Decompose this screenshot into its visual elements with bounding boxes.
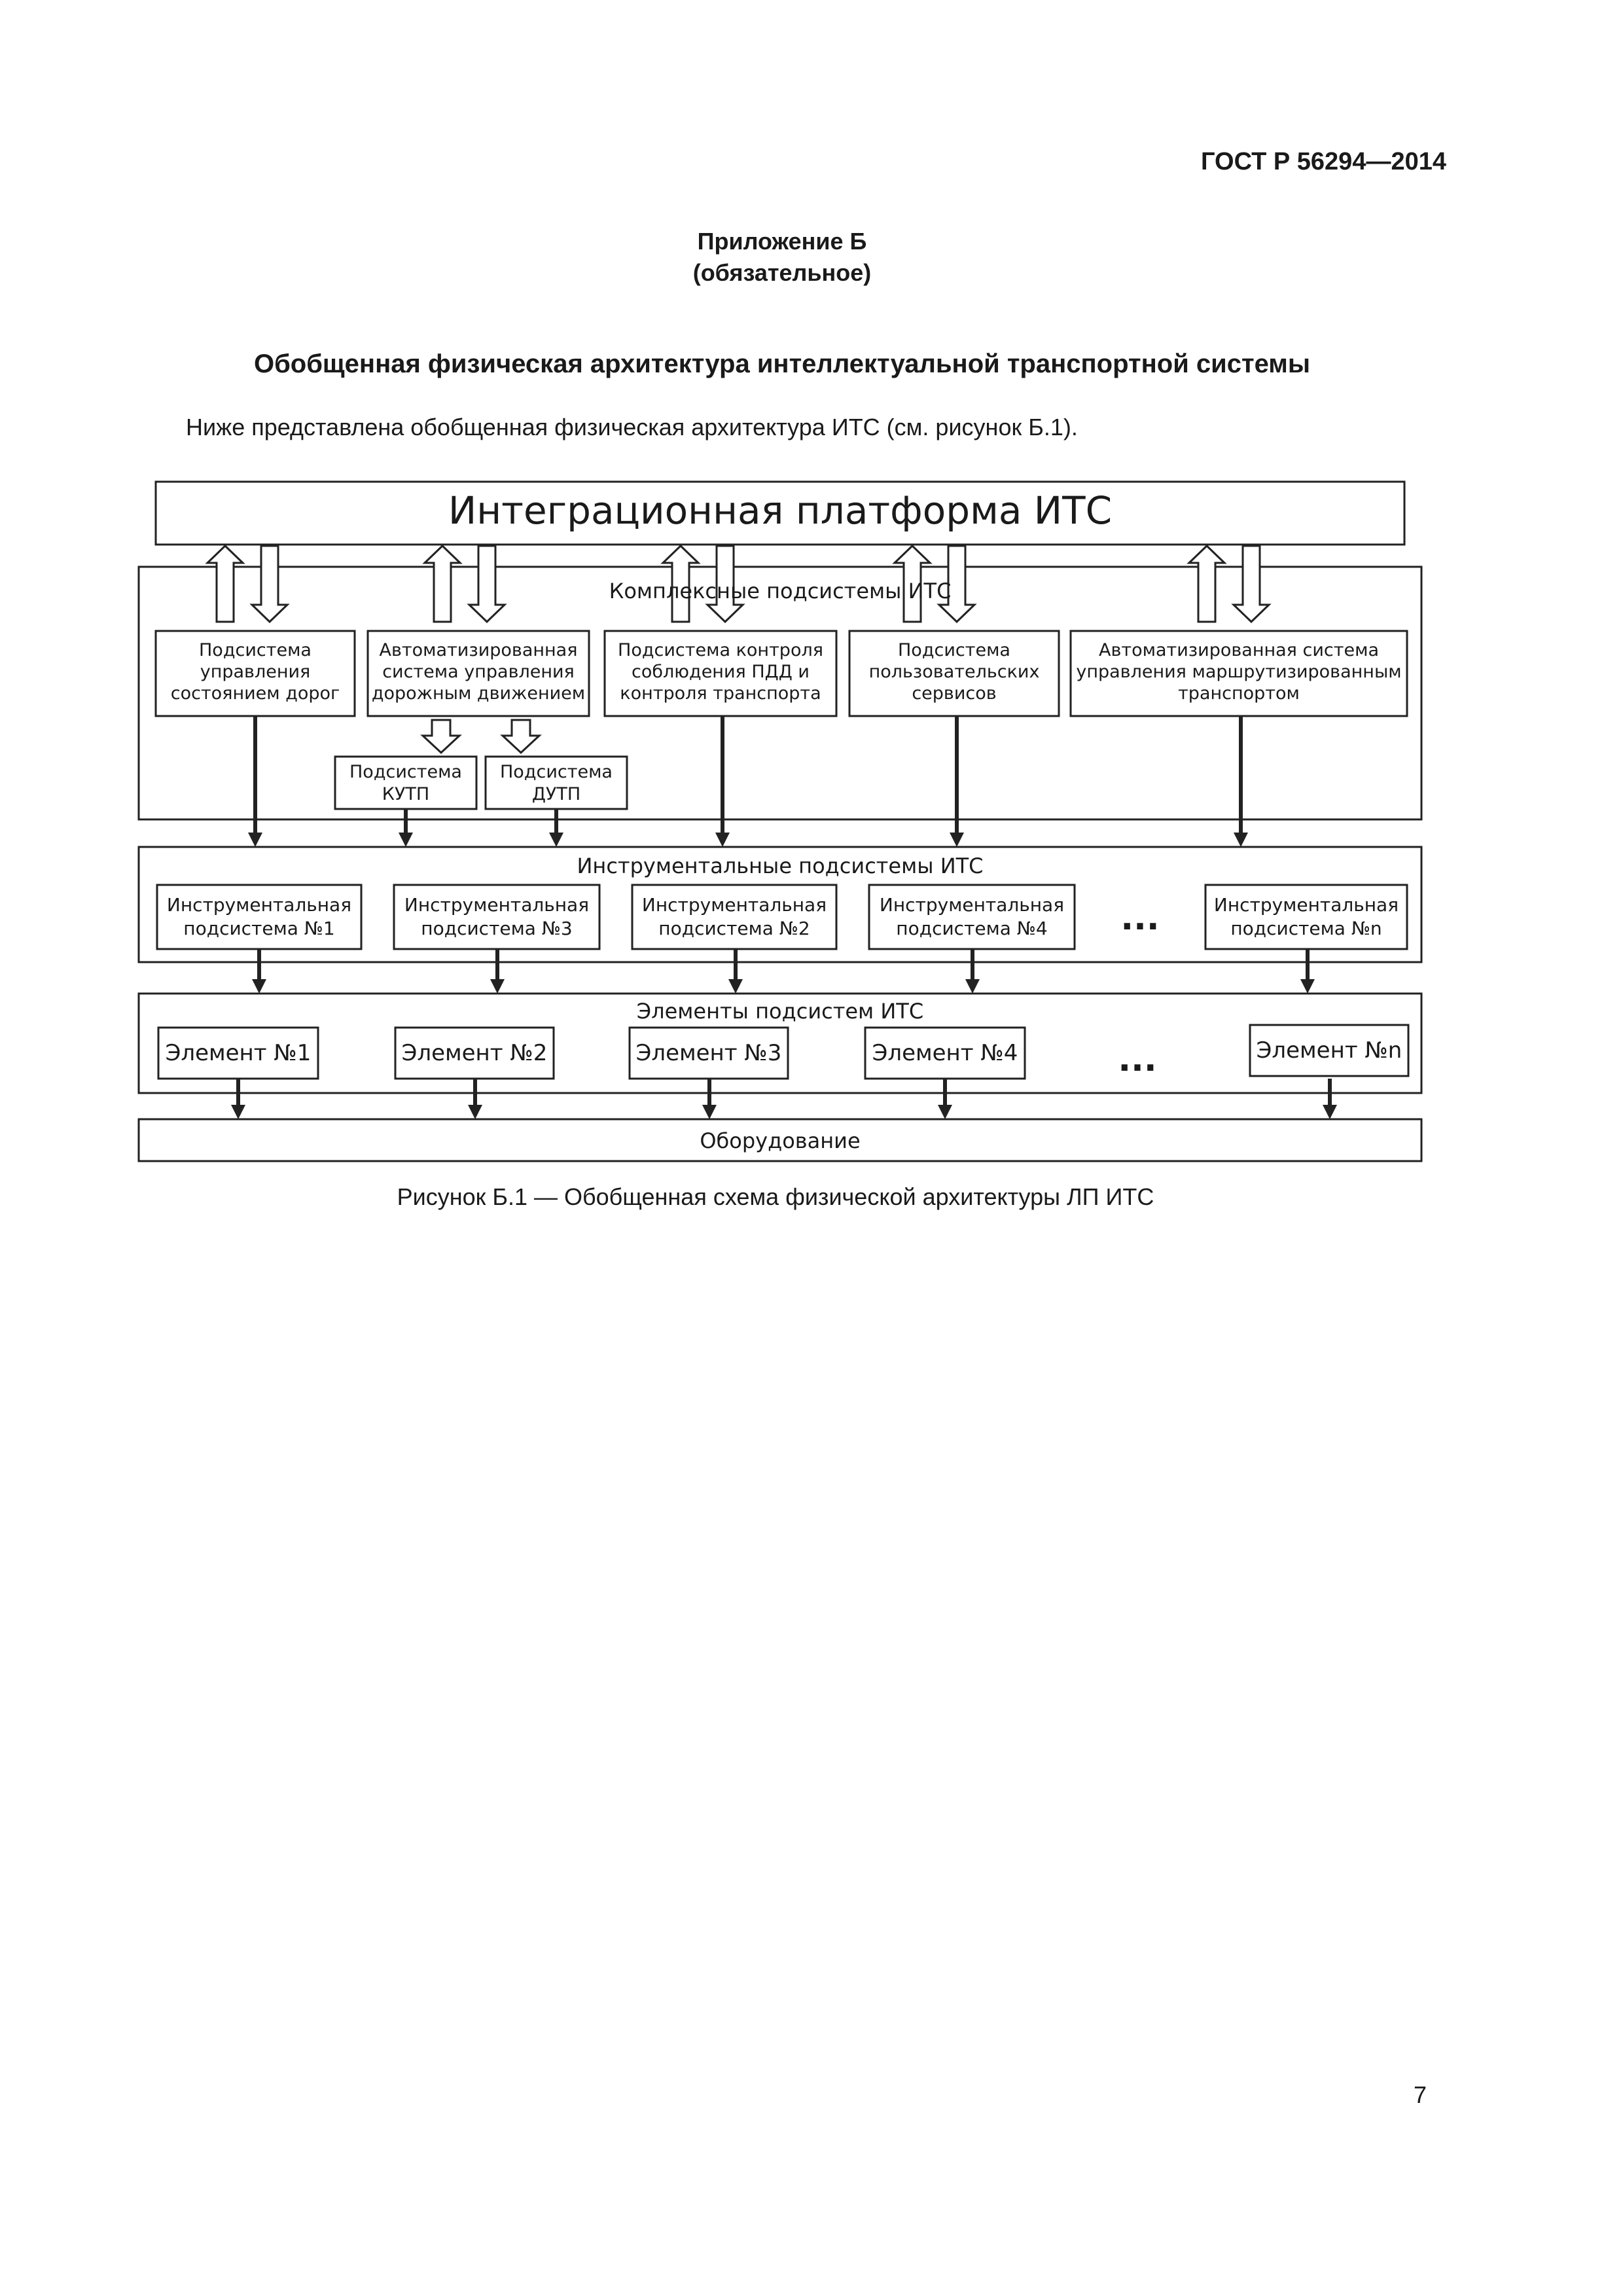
intro-paragraph: Ниже представлена обобщенная физическая архитектура ИТС (см. рисунок Б.1). [186, 414, 1078, 440]
arrow-head [549, 833, 563, 847]
annex-title: Приложение Б [697, 228, 867, 255]
svg-text:Подсистема контроля: Подсистема контроля [618, 640, 823, 660]
arrow-head [1300, 979, 1315, 994]
elements-title: Элементы подсистем ИТС [636, 999, 924, 1024]
svg-text:дорожным движением: дорожным движением [371, 683, 586, 704]
svg-text:транспортом: транспортом [1178, 683, 1300, 704]
svg-text:Элемент №2: Элемент №2 [401, 1040, 548, 1066]
instrumental-subsystem [157, 885, 361, 949]
arrow-head [938, 1105, 952, 1119]
svg-text:Инструментальная: Инструментальная [1213, 894, 1399, 916]
svg-text:соблюдения ПДД и: соблюдения ПДД и [632, 662, 810, 682]
integration-platform-label: Интеграционная платформа ИТС [448, 488, 1113, 533]
svg-text:Подсистема: Подсистема [500, 762, 613, 782]
instrumental-subsystems-title: Инструментальные подсистемы ИТС [577, 853, 984, 878]
svg-text:Подсистема: Подсистема [349, 762, 462, 782]
instrumental-ellipsis: ... [1120, 899, 1160, 938]
arrow-head [399, 833, 413, 847]
element-box [395, 1028, 554, 1079]
svg-text:состоянием дорог: состоянием дорог [170, 683, 340, 704]
svg-text:система управления: система управления [382, 662, 575, 682]
down-hollow-arrow [1234, 546, 1269, 622]
instrumental-subsystem [394, 885, 599, 949]
svg-text:Элемент №n: Элемент №n [1256, 1037, 1402, 1064]
svg-text:Инструментальная: Инструментальная [166, 894, 352, 916]
instrumental-subsystem [632, 885, 836, 949]
arrow-head [965, 979, 980, 994]
figure-caption: Рисунок Б.1 — Обобщенная схема физической архитектуры ЛП ИТС [397, 1183, 1154, 1210]
down-hollow-arrow [469, 546, 505, 622]
svg-text:Инструментальная: Инструментальная [879, 894, 1065, 916]
svg-text:Автоматизированная: Автоматизированная [379, 640, 578, 660]
arrow-head [950, 833, 964, 847]
svg-text:контроля транспорта: контроля транспорта [620, 683, 821, 704]
complex-subsystem [849, 631, 1059, 716]
svg-text:Инструментальная: Инструментальная [404, 894, 590, 916]
svg-text:Подсистема: Подсистема [898, 640, 1010, 660]
arrow-head [248, 833, 262, 847]
arrow-head [728, 979, 743, 994]
complex-subsystem [1071, 631, 1407, 716]
arrow-head [715, 833, 730, 847]
arrow-head [1323, 1105, 1337, 1119]
arrow-head [1234, 833, 1248, 847]
annex-status: (обязательное) [692, 259, 872, 286]
svg-text:Подсистема: Подсистема [199, 640, 312, 660]
svg-text:ДУТП: ДУТП [531, 784, 581, 804]
arrow-head [468, 1105, 482, 1119]
svg-text:подсистема №n: подсистема №n [1230, 918, 1382, 939]
instrumental-subsystem [1205, 885, 1407, 949]
up-hollow-arrow [1189, 546, 1224, 622]
svg-text:КУТП: КУТП [382, 784, 430, 804]
svg-text:подсистема №1: подсистема №1 [183, 918, 335, 939]
complex-subsystems-title: Комплексные подсистемы ИТС [609, 579, 952, 603]
elements-ellipsis: ... [1118, 1040, 1157, 1079]
svg-text:подсистема №2: подсистема №2 [658, 918, 810, 939]
svg-text:Элемент №3: Элемент №3 [635, 1040, 782, 1066]
up-hollow-arrow [425, 546, 460, 622]
svg-text:сервисов: сервисов [912, 683, 997, 704]
page-number: 7 [1414, 2081, 1427, 2108]
element-box [158, 1028, 318, 1079]
instrumental-subsystem [869, 885, 1075, 949]
document-code: ГОСТ Р 56294—2014 [1201, 148, 1446, 175]
element-box [630, 1028, 788, 1079]
element-box [1250, 1025, 1408, 1076]
equipment-label: Оборудование [700, 1128, 861, 1153]
arrow-head [231, 1105, 245, 1119]
down-arrow-kutp [423, 720, 459, 753]
svg-text:подсистема №4: подсистема №4 [896, 918, 1048, 939]
down-arrow-dutp [503, 720, 539, 753]
child-subsystem-kutp [335, 757, 476, 809]
complex-subsystem [368, 631, 589, 716]
complex-subsystem [156, 631, 355, 716]
element-box [865, 1028, 1025, 1079]
section-title: Обобщенная физическая архитектура интеллектуальной транспортной системы [253, 350, 1311, 378]
svg-text:Элемент №4: Элемент №4 [872, 1040, 1018, 1066]
child-subsystem-dutp [486, 757, 627, 809]
arrow-head [702, 1105, 717, 1119]
svg-text:Автоматизированная система: Автоматизированная система [1098, 640, 1380, 660]
arrow-head [252, 979, 266, 994]
svg-text:Инструментальная: Инструментальная [641, 894, 827, 916]
up-hollow-arrow [207, 546, 243, 622]
svg-text:пользовательских: пользовательских [868, 662, 1040, 682]
down-hollow-arrow [252, 546, 287, 622]
svg-text:управления: управления [200, 662, 311, 682]
arrow-head [490, 979, 505, 994]
svg-text:Элемент №1: Элемент №1 [165, 1040, 312, 1066]
svg-text:управления маршрутизированным: управления маршрутизированным [1076, 662, 1402, 682]
complex-subsystem [605, 631, 836, 716]
svg-text:подсистема №3: подсистема №3 [421, 918, 573, 939]
